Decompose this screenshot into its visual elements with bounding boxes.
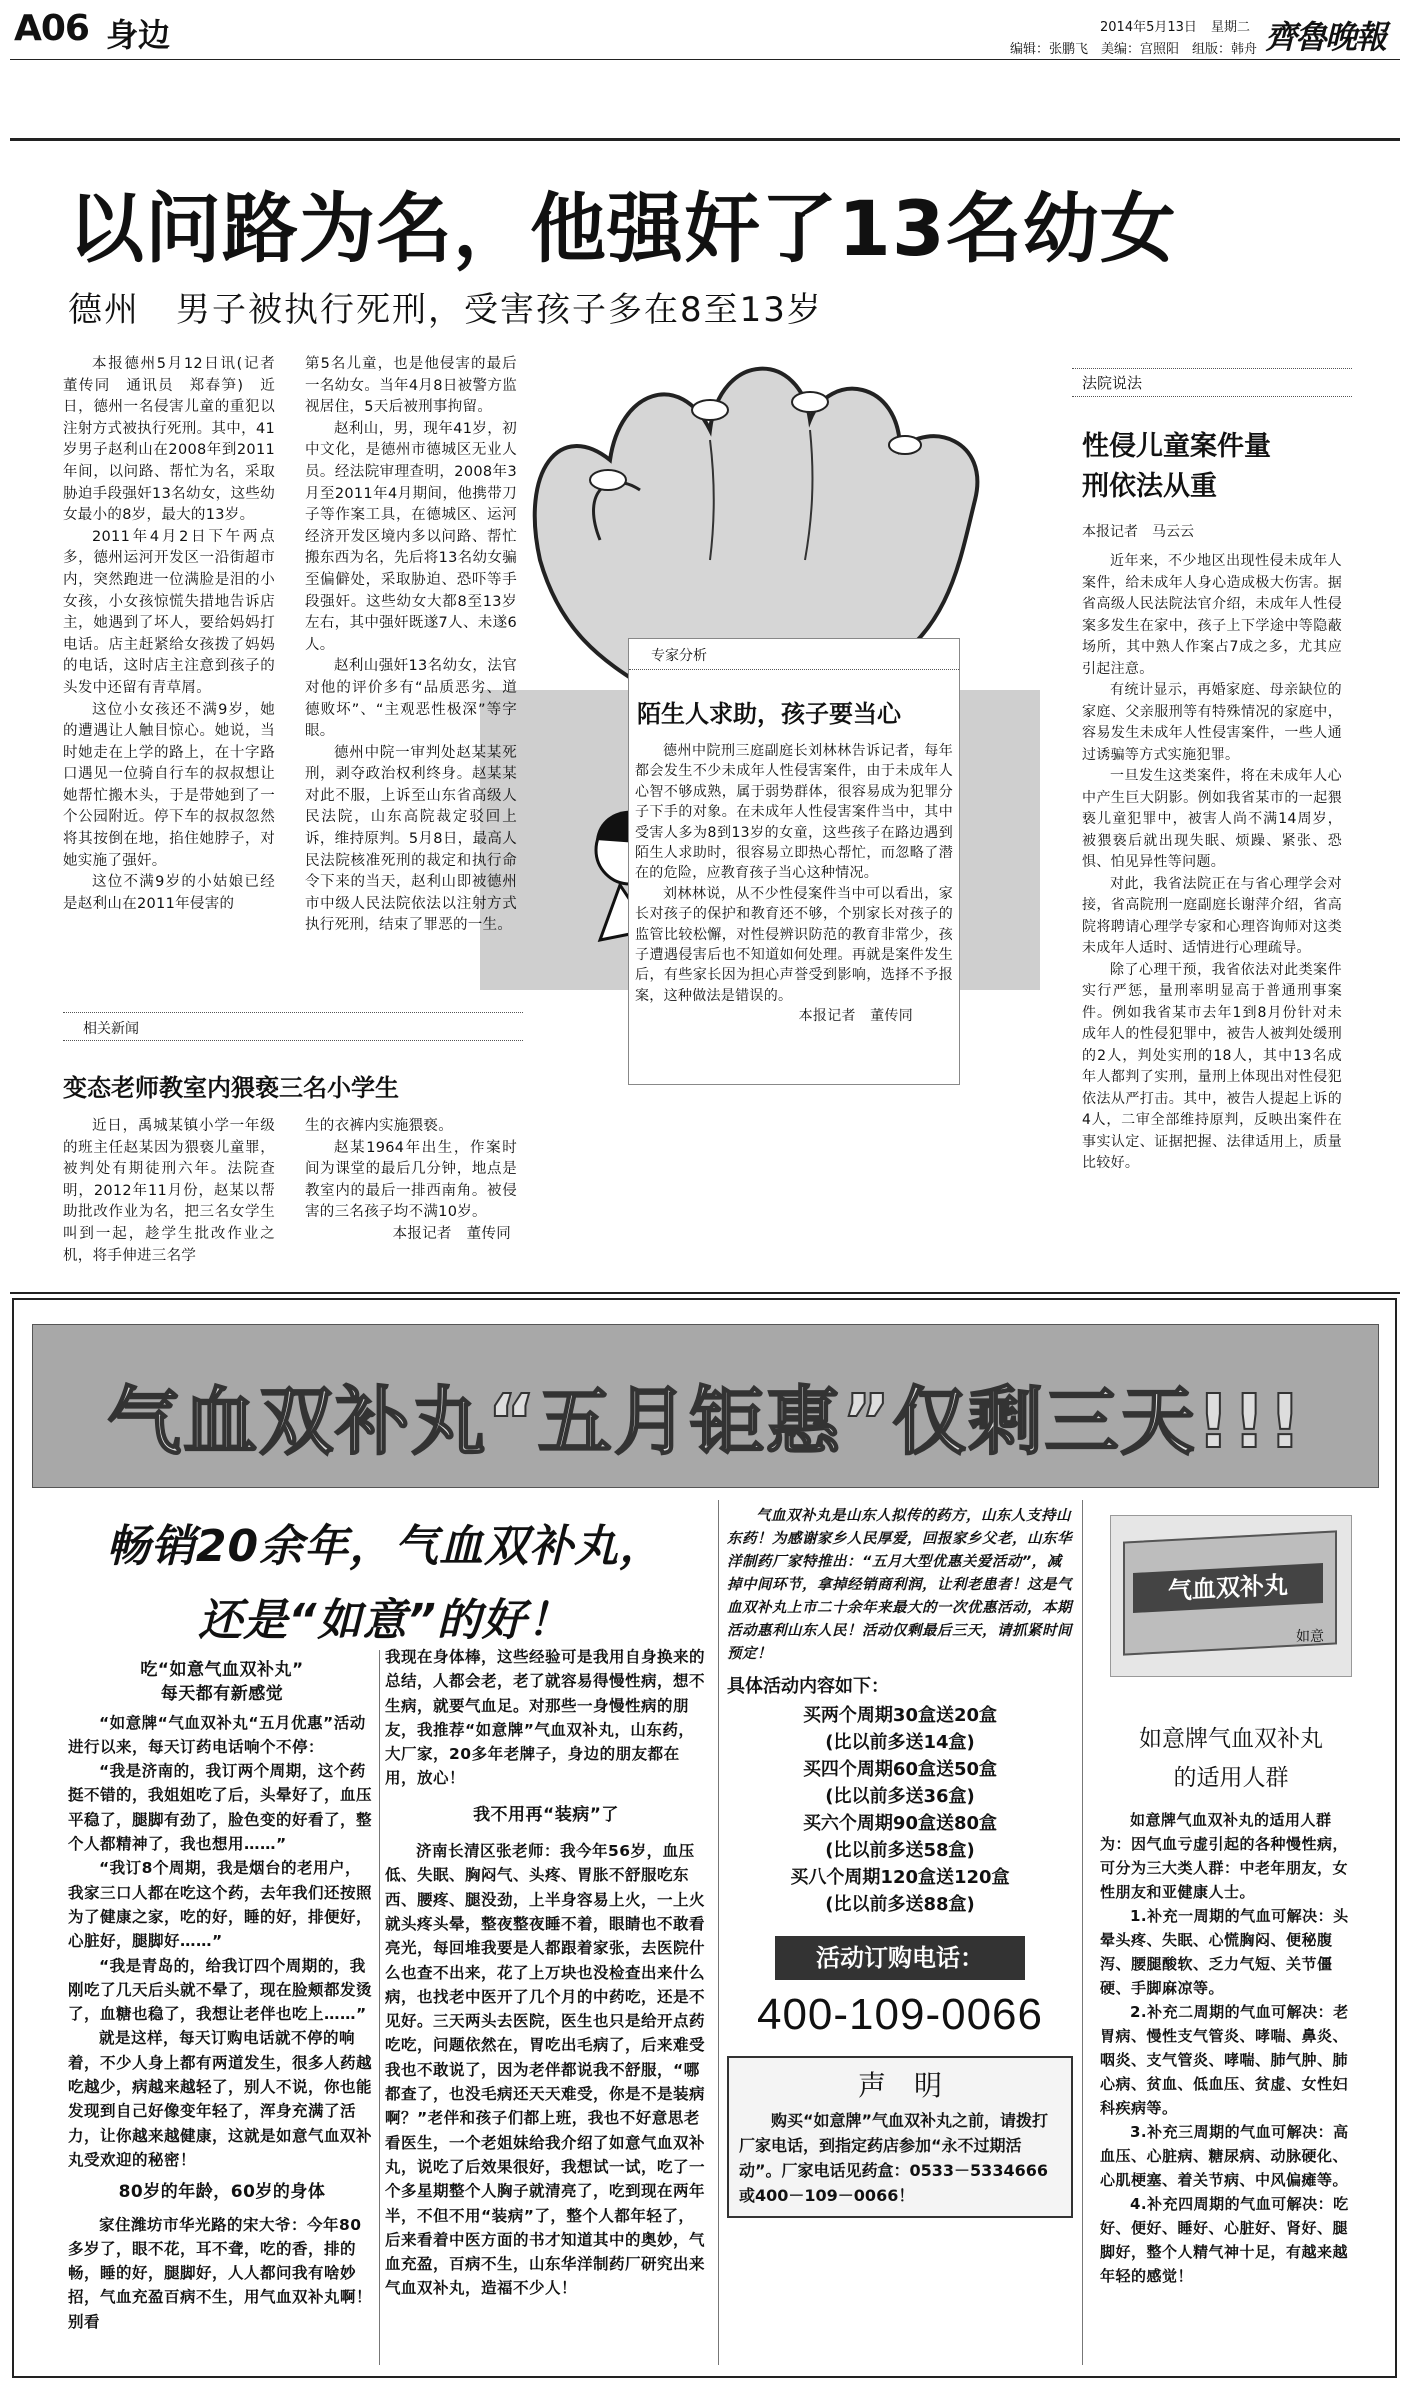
ad-right-title1: 如意牌气血双补丸 — [1139, 1726, 1323, 1752]
related-byline: 本报记者 董传同 — [392, 1225, 511, 1242]
main-col2-para: 赵利山，男，现年41岁，初中文化，是德州市德城区无业人员。经法院审理查明，2008年3月至2011年4月期间，他携带刀子等作案工具，在德城区、运河经济开发区境内多以问路、帮忙搬东西为名，先后将13名幼女骗至偏僻处，采取胁迫、恐吓等手段强奸。这些幼女大都8至13岁左右，其中强奸既遂7人、未遂6人。 — [305, 420, 517, 653]
main-col1-para: 这位不满9岁的小姑娘已经是赵利山在2011年侵害的 — [63, 874, 275, 912]
related-col1 — [63, 1116, 275, 1267]
related-news — [63, 1012, 523, 1264]
main-col2-para: 赵利山强奸13名幼女，法官对他的评价多有“品质恶劣、道德败坏”、“主观恶性极深”等字眼。 — [305, 658, 517, 740]
section-name: 身边 — [106, 16, 171, 54]
ad-promo-title: 具体活动内容如下： — [727, 1676, 889, 1697]
expert-para: 刘林林说，从不少性侵案件当中可以看出，家长对孩子的保护和教育还不够，个别家长对孩子的监管比较松懈，对性侵辨识防范的教育非常少，孩子遭遇侵害后也不知道如何处理。再就是案件发生后，有些家长因为担心声誉受到影响，选择不予报案，这种做法是错误的。 — [635, 885, 953, 1004]
header-editors: 编辑：张鹏飞 美编：宫照阳 组版：韩舟 — [1010, 42, 1258, 57]
promo-item: 买两个周期30盒送20盒 — [802, 1705, 998, 1726]
ad-col-divider — [1082, 1500, 1083, 2365]
main-col1-para: 2011年4月2日下午两点多，德州运河开发区一沿街超市内，突然跑进一位满脸是泪的小女孩，小女孩惊慌失措地告诉店主，她遇到了坏人，要给妈妈打电话。店主赶紧给女孩拨了妈妈的电话，这时店主注意到孩子的头发中还留有青草屑。 — [63, 528, 275, 696]
promo-item: 买四个周期60盒送50盒 — [802, 1759, 998, 1780]
main-col2-para: 德州中院一审判处赵某某死刑，剥夺政治权利终身。赵某某对此不服，上诉至山东省高级人民法院，山东高院裁定驳回上诉，维持原判。5月8日，最高人民法院核准死刑的裁定和执行命令下来的当天，赵利山即被德州市中级人民法院依法以注射方式执行死刑，结束了罪恶的一生。 — [305, 744, 517, 934]
court-para: 对此，我省法院正在与省心理学会对接，省高院刑一庭副庭长谢萍介绍，省高院将聘请心理学专家和心理咨询师对这类未成年人适时、适情进行心理疏导。 — [1082, 875, 1342, 956]
ad-mid-para: 我现在身体棒，这些经验可是我用自身换来的总结，人都会老，老了就容易得慢性病，想不生病，就要气血足。对那些一身慢性病的朋友，我推荐“如意牌”气血双补丸，山东药，大厂家，20多年老牌子，身边的朋友都在用，放心！ — [385, 1648, 706, 1788]
promo-item: (比以前多送88盒) — [825, 1894, 975, 1915]
ad-left-para: “我是青岛的，给我订四个周期的，我刚吃了几天后头就不晕了，现在脸颊都发烫了，血糖也稳了，我想让老伴也吃上……” — [68, 1956, 373, 2024]
product-box-brand: 如意 — [1296, 1629, 1324, 1645]
court-column — [1082, 368, 1342, 1175]
ad-right-para: 3.补充三周期的气血可解决：高血压、心脏病、糖尿病、动脉硬化、心肌梗塞、着关节病、中风偏瘫等。 — [1100, 2123, 1349, 2189]
header-rule-thick — [10, 138, 1400, 141]
page-number: A06 — [14, 8, 89, 49]
promo-item: (比以前多送14盒) — [825, 1732, 975, 1753]
ad-headline-line2: 还是“如意”的好！ — [198, 1595, 572, 1646]
related-para: 生的衣裤内实施猥亵。 — [305, 1118, 453, 1134]
ad-promo-column — [727, 1505, 1073, 2218]
related-label: 相关新闻 — [83, 1021, 139, 1037]
promo-item: (比以前多送36盒) — [825, 1786, 975, 1807]
ad-headline-line1: 畅销20余年，气血双补丸， — [105, 1521, 665, 1572]
ad-headline — [40, 1510, 730, 1648]
page-header — [0, 0, 1409, 95]
expert-box — [628, 638, 960, 1085]
promo-item: 买八个周期120盒送120盒 — [790, 1867, 1010, 1888]
expert-byline: 本报记者 董传同 — [798, 1008, 913, 1025]
promo-item: 买六个周期90盒送80盒 — [802, 1813, 998, 1834]
ad-right-title2: 的适用人群 — [1173, 1765, 1289, 1791]
statement-title: 声 明 — [857, 2069, 942, 2102]
date-text: 2014年5月13日 — [1100, 20, 1197, 35]
related-para: 赵某1964年出生，作案时间为课堂的最后几分钟，地点是教室内的最后一排西南角。被侵害的三名孩子均不满10岁。 — [305, 1139, 517, 1221]
ad-banner — [32, 1324, 1379, 1488]
ad-right-para: 2.补充二周期的气血可解决：老胃病、慢性支气管炎、哮喘、鼻炎、咽炎、支气管炎、哮喘、肺气肿、肺心病、贫血、低血压、贫虚、女性妇科疾病等。 — [1100, 2003, 1349, 2117]
ad-left-tail: 家住潍坊市华光路的宋大爷：今年80多岁了，眼不花，耳不聋，吃的香，排的畅，睡的好，腿脚好，人人都问我有啥妙招，气血充盈百病不生，用气血双补丸啊！别看 — [68, 2215, 373, 2331]
ad-divider — [10, 1292, 1400, 1294]
main-article-col1 — [63, 354, 290, 915]
expert-text — [635, 741, 953, 1027]
phone-number: 400-109-0066 — [756, 1990, 1043, 2039]
related-title: 变态老师教室内猥亵三名小学生 — [63, 1074, 399, 1102]
header-rule-thin — [10, 59, 1400, 60]
main-col1-para: 这位小女孩还不满9岁，她的遭遇让人触目惊心。她说，当时她走在上学的路上，在十字路口遇见一位骑自行车的叔叔想让她帮忙搬木头，于是带她到了一个公园附近。停下车的叔叔忽然将其按倒在地，掐住她脖子，对她实施了强奸。 — [63, 701, 275, 869]
expert-title: 陌生人求助，孩子要当心 — [637, 700, 901, 728]
ad-left-para: “我订8个周期，我是烟台的老用户，我家三口人都在吃这个药，去年我们还按照为了健康之家，吃的好，睡的好，排便好，心脏好，腿脚好……” — [68, 1859, 373, 1951]
related-para: 近日，禹城某镇小学一年级的班主任赵某因为猥亵儿童罪，被判处有期徒刑六年。法院查明，2012年11月份，赵某以帮助批改作业为名，把三名女学生叫到一起，趁学生批改作业之机，将手伸进三名学 — [63, 1118, 275, 1264]
ad-sub2: 80岁的年龄，60岁的身体 — [118, 2182, 326, 2203]
ad-left-para: “如意牌“气血双补丸“五月优惠”活动进行以来，每天订药电话响个不停： — [68, 1713, 366, 1756]
main-article-col2 — [305, 354, 517, 937]
court-byline: 本报记者 马云云 — [1082, 524, 1194, 540]
court-text — [1082, 551, 1342, 1175]
main-col1-para: 本报德州5月12日讯(记者 董传同 通讯员 郑春笋) 近日，德州一名侵害儿童的重犯以注射方式被执行死刑。其中，41岁男子赵利山在2008年到2011年间，以问路、帮忙为名，采取胁迫手段强奸13名幼女，这些幼女最小的8岁，最大的13岁。 — [63, 356, 290, 524]
statement-box — [727, 2056, 1073, 2218]
court-para: 近年来，不少地区出现性侵未成年人案件，给未成年人身心造成极大伤害。据省高级人民法院法官介绍，未成年人性侵案多发生在家中，孩子上下学途中等隐蔽场所，其中熟人作案占7成之多，尤其应引起注意。 — [1082, 553, 1342, 677]
related-col2 — [305, 1116, 517, 1246]
ad-left-column — [68, 1658, 376, 2334]
product-box-image — [1110, 1515, 1352, 1677]
ad-right-para: 4.补充四周期的气血可解决：吃好、便好、睡好、心脏好、肾好、腿脚好，整个人精气神十足，有越来越年轻的感觉！ — [1100, 2195, 1349, 2285]
ad-mid-para: 济南长清区张老师：我今年56岁，血压低、失眠、胸闷气、头疼、胃胀不舒服吃东西、腰疼、腿没劲，上半身容易上火，一上火就头疼头晕，整夜整夜睡不着，眼睛也不敢看亮光，每回堆我要是人都跟着家张，去医院什么也查不出来，花了上万块也没检查出来什么病，也找老中医开了几个月的中药吃，还是不见好。三天两头去医院，医生也只是给开点药吃吃，问题依然在，胃吃出毛病了，后来难受我也不敢说了，因为老伴都说我不舒服，“哪都查了，也没毛病还天天难受，你是不是装病啊？”老伴和孩子们都上班，我也不好意思老看医生，一个老姐妹给我介绍了如意气血双补丸，说吃了后效果很好，我想试一试，吃了一个多星期整个人胸子就清亮了，吃到现在两年半，不但不用“装病”了，整个人都年轻了，后来看着中医方面的书才知道其中的奥妙，气血充盈，百病不生，山东华洋制药厂研究出来气血双补丸，造福不少人！ — [385, 1842, 706, 2298]
ad-sub3: 我不用再“装病”了 — [473, 1804, 619, 1825]
ad-promo-intro: 气血双补丸是山东人拟传的药方，山东人支持山东药！为感谢家乡人民厚爱，回报家乡父老，山东华洋制药厂家特推出：“五月大型优惠关爱活动”，减掉中间环节，拿掉经销商利润，让利老患者！这是气血双补丸上市二十余年来最大的一次优惠活动，本期活动惠利山东人民！活动仅剩最后三天，请抓紧时间预定！ — [727, 1508, 1072, 1662]
main-headline: 以问路为名，他强奸了13名幼女 — [68, 184, 1177, 273]
promo-item: (比以前多送58盒) — [825, 1840, 975, 1861]
court-para: 有统计显示，再婚家庭、母亲缺位的家庭、父亲服刑等有特殊情况的家庭中，容易发生未成年人性侵害案件，一些人通过诱骗等方式实施犯罪。 — [1082, 682, 1342, 763]
ad-left-para: “我是济南的，我订两个周期，这个药挺不错的，我姐姐吃了后，头晕好了，血压平稳了，腿脚有劲了，脸色变的好看了，整个人都精神了，我也想用……” — [68, 1762, 373, 1854]
header-date — [1100, 16, 1250, 35]
ad-right-column — [1100, 1720, 1362, 2288]
ad-right-text — [1100, 1808, 1362, 2288]
ad-col-divider — [379, 1650, 380, 2365]
ad-promo-list — [727, 1702, 1073, 1918]
product-box-label: 气血双补丸 — [1133, 1563, 1323, 1613]
ad-sub1b: 每天都有新感觉 — [160, 1684, 284, 1705]
court-para: 一旦发生这类案件，将在未成年人心中产生巨大阴影。例如我省某市的一起猥亵儿童犯罪中，被害人尚不满14周岁，被猥亵后就出现失眠、烦躁、紧张、恐惧、怕见异性等问题。 — [1082, 768, 1342, 870]
court-para: 除了心理干预，我省依法对此类案件实行严惩，量刑率明显高于普通刑事案件。例如我省某市去年1到8月份针对未成年人的性侵犯罪中，被告人被判处缓刑的2人，判处实刑的18人，其中13名成年人都判了实刑，量刑上体现出对性侵犯依法从严打击。其中，被告人提起上诉的4人，二审全部维持原判，反映出案件在事实认定、证据把握、法律适用上，质量比较好。 — [1082, 961, 1342, 1171]
main-col2-para: 第5名儿童，也是他侵害的最后一名幼女。当年4月8日被警方监视居住，5天后被刑事拘留。 — [305, 356, 517, 416]
ad-left-para: 就是这样，每天订购电话就不停的响着，不少人身上都有两道发生，很多人药越吃越少，病越来越轻了，别人不说，你也能发现到自己好像变年轻了，浑身充满了活力，让你越来越健康，这就是如意气血双补丸受欢迎的秘密！ — [68, 2029, 373, 2169]
ad-right-para: 如意牌气血双补丸的适用人群为：因气血亏虚引起的各种慢性病，可分为三大类人群：中老年朋友，女性朋友和亚健康人士。 — [1100, 1811, 1349, 1901]
ad-col-divider — [718, 1500, 719, 2365]
ad-middle-column — [385, 1645, 707, 2301]
expert-para: 德州中院刑三庭副庭长刘林林告诉记者，每年都会发生不少未成年人性侵害案件，由于未成年人心智不够成熟，属于弱势群体，很容易成为犯罪分子下手的对象。在未成年人性侵害案件当中，其中受害人多为8到13岁的女童，这些孩子在路边遇到陌生人求助时，很容易立即热心帮忙，而忽略了潜在的危险，应教育孩子当心这种情况。 — [635, 743, 953, 882]
statement-text: 购买“如意牌”气血双补丸之前，请拨打厂家电话，到指定药店参加“永不过期活动”。厂家电话见药盒：0533－5334666或400－109－0066！ — [739, 2111, 1049, 2205]
ad-sub1: 吃“如意气血双补丸” — [140, 1660, 304, 1680]
ad-banner-text: 气血双补丸“五月钜惠”仅剩三天!!! — [107, 1379, 1304, 1465]
court-title: 性侵儿童案件量刑依法从重 — [1082, 431, 1271, 502]
court-label: 法院说法 — [1082, 374, 1143, 392]
main-subhead: 德州 男子被执行死刑，受害孩子多在8至13岁 — [68, 290, 823, 330]
paper-logo: 齊魯晚報 — [1265, 18, 1386, 56]
ad-right-para: 1.补充一周期的气血可解决：头晕头疼、失眠、心慌胸闷、便秘腹泻、腰腿酸软、乏力气短、关节僵硬、手脚麻凉等。 — [1100, 1907, 1349, 1997]
expert-label: 专家分析 — [651, 648, 707, 664]
phone-label-box: 活动订购电话： — [775, 1936, 1025, 1980]
weekday-text: 星期二 — [1211, 20, 1251, 35]
